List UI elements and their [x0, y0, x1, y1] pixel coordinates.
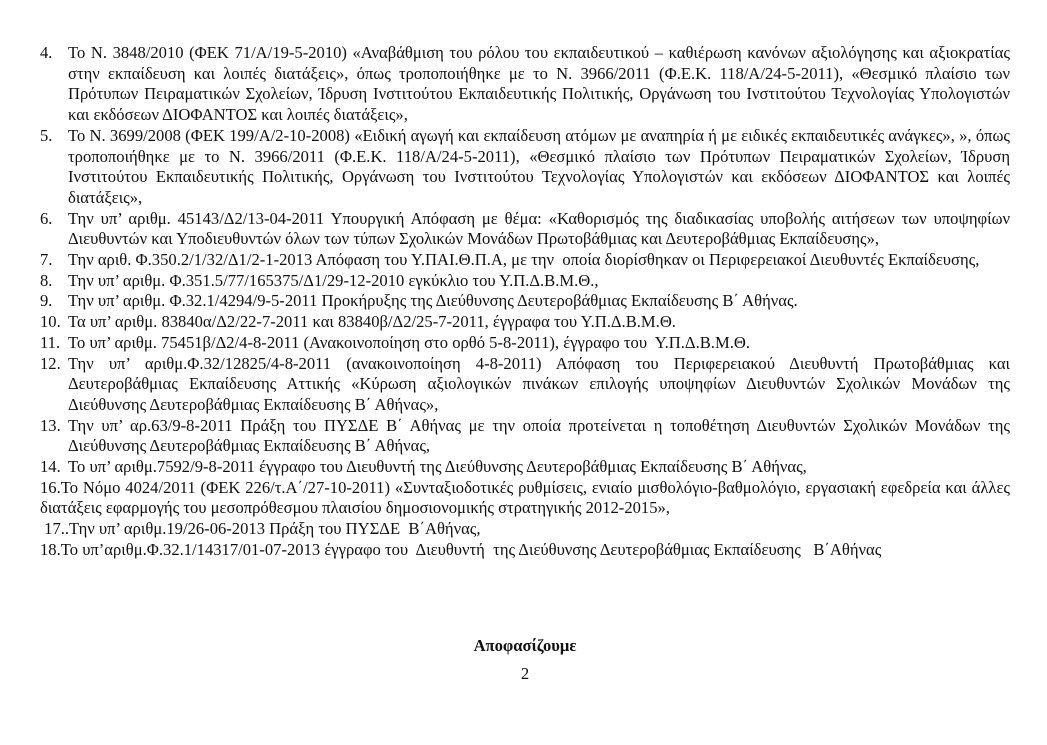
item-number: 11. — [40, 332, 61, 352]
item-number: 9. — [40, 291, 53, 311]
item-text: Την υπ’ αριθμ. 45143/Δ2/13-04-2011 Υπουργική Απόφαση με θέμα: «Καθορισμός της διαδικασίας υποβολής αιτήσεων των υποψηφίων Διευθυντών και Υποδιευθυντών όλων των τύπων Σχολικών Μονάδων Πρωτοβάθμιας και Δευτεροβάθμιας Εκπαίδευσης», — [68, 208, 1014, 249]
item-number: 10. — [40, 312, 61, 332]
item-text: Τα υπ’ αριθμ. 83840α/Δ2/22-7-2011 και 83840β/Δ2/25-7-2011, έγγραφα του Υ.Π.Δ.Β.Μ.Θ. — [68, 312, 676, 332]
item-number: 8. — [40, 270, 53, 290]
list-item — [40, 291, 1010, 312]
legal-references-list — [40, 43, 1015, 561]
item-number: 18. — [40, 539, 61, 559]
item-number: 13. — [40, 415, 61, 435]
list-item — [40, 415, 1014, 457]
item-text: Την υπ’ αριθμ.19/26-06-2013 Πράξη του ΠΥΣΔΕ Β΄Αθήνας, — [69, 519, 481, 539]
list-item — [40, 271, 1010, 292]
item-number: 5. — [40, 125, 53, 145]
item-number: 14. — [40, 457, 61, 477]
list-item — [40, 353, 1014, 416]
list-item — [40, 250, 1010, 271]
list-item — [40, 519, 1010, 540]
item-text: Το Νόμο 4024/2011 (ΦΕΚ 226/τ.Α΄/27-10-2011) «Συνταξιοδοτικές ρυθμίσεις, ενιαίο μισθολόγιο-βαθμολόγιο, εργασιακή εφεδρεία και άλλες διατάξεις εφαρμογής του μεσοπρόθεσμου πλαισίου δημοσιονομικής στρατηγικής 2012-2015», — [40, 477, 1015, 518]
item-text: Την υπ’ αριθμ.Φ.32/12825/4-8-2011 (ανακοινοποίηση 4-8-2011) Απόφαση του Περιφερειακού Διευθυντή Πρωτοβάθμιας και Δευτεροβάθμιας Εκπαίδευσης Αττικής «Κύρωση αξιολογικών πινάκων επιλογής υποψηφίων Διευθυντών Σχολικών Μονάδων της Διεύθυνσης Δευτεροβάθμιας Εκπαίδευσης Β΄ Αθήνας», — [68, 353, 1014, 414]
item-text: Το υπ’ αριθμ. 75451β/Δ2/4-8-2011 (Ανακοινοποίηση στο ορθό 5-8-2011), έγγραφο του Υ.Π.Δ.Β.Μ.Θ. — [68, 332, 750, 352]
item-text: Την υπ’ αριθμ. Φ.32.1/4294/9-5-2011 Προκήρυξης της Διεύθυνσης Δευτεροβάθμιας Εκπαίδευσης Β΄ Αθήνας. — [68, 291, 798, 311]
item-number: 7. — [40, 250, 53, 270]
item-text: Το Ν. 3699/2008 (ΦΕΚ 199/Α/2-10-2008) «Ειδική αγωγή και εκπαίδευση ατόμων με αναπηρία ή με ειδικές εκπαιδευτικές ανάγκες», », όπως τροποποιήθηκε με το Ν. 3966/2011 (Φ.Ε.Κ. 118/Α/24-5-2011), «Θεσμικό πλαίσιο των Πρότυπων Πειραματικών Σχολείων, Ίδρυση Ινστιτούτου Εκπαιδευτικής Πολιτικής, Οργάνωση του Ινστιτούτου Τεχνολογίας Υπολογιστών και εκδόσεων ΔΙΟΦΑΝΤΟΣ και λοιπές διατάξεις», — [68, 125, 1015, 207]
item-number: 6. — [40, 208, 53, 228]
item-number: 17.. — [40, 519, 70, 539]
item-number: 4. — [40, 43, 53, 62]
page-number: 2 — [520, 664, 530, 684]
decision-heading: Αποφασίζουμε — [473, 635, 577, 655]
list-item — [40, 312, 1010, 333]
item-text: Το υπ’αριθμ.Φ.32.1/14317/01-07-2013 έγγραφο του Διευθυντή της Διεύθυνσης Δευτεροβάθμιας Εκπαίδευσης Β΄Αθήνας — [60, 539, 882, 559]
list-item — [40, 477, 1015, 519]
item-text: Το Ν. 3848/2010 (ΦΕΚ 71/Α/19-5-2010) «Αναβάθμιση του ρόλου του εκπαιδευτικού – καθιέρωση κανόνων αξιολόγησης και αξιοκρατίας στην εκπαίδευση και λοιπές διατάξεις», όπως τροποποιήθηκε με το Ν. 3966/2011 (Φ.Ε.Κ. 118/Α/24-5-2011), «Θεσμικό πλαίσιο των Πρότυπων Πειραματικών Σχολείων, Ίδρυση Ινστιτούτου Εκπαιδευτικής Πολιτικής, Οργάνωση του Ινστιτούτου Τεχνολογίας Υπολογιστών και εκδόσεων ΔΙΟΦΑΝΤΟΣ και λοιπές διατάξεις», — [68, 43, 1015, 125]
list-item — [40, 540, 1010, 561]
list-item — [40, 333, 1010, 354]
item-text: Το υπ’ αριθμ.7592/9-8-2011 έγγραφο του Διευθυντή της Διεύθυνσης Δευτεροβάθμιας Εκπαίδευσης Β΄ Αθήνας, — [68, 457, 807, 477]
item-text: Την υπ’ αριθμ. Φ.351.5/77/165375/Δ1/29-12-2010 εγκύκλιο του Υ.Π.Δ.Β.Μ.Θ., — [68, 270, 599, 290]
list-item — [40, 43, 1015, 126]
list-item — [40, 208, 1014, 250]
list-item — [40, 125, 1015, 209]
item-number: 12. — [40, 353, 61, 373]
item-number: 16. — [40, 477, 61, 497]
list-item — [40, 457, 1010, 478]
item-text: Την υπ’ αρ.63/9-8-2011 Πράξη του ΠΥΣΔΕ Β΄ Αθήνας με την οποία προτείνεται η τοποθέτηση Διευθυντών Σχολικών Μονάδων της Διεύθυνσης Δευτεροβάθμιας Εκπαίδευσης Β΄ Αθήνας, — [68, 415, 1014, 456]
item-text: Την αριθ. Φ.350.2/1/32/Δ1/2-1-2013 Απόφαση του Υ.ΠΑΙ.Θ.Π.Α, με την οποία διορίσθηκαν οι Περιφερειακοί Διευθυντές Εκπαίδευσης, — [68, 250, 980, 270]
